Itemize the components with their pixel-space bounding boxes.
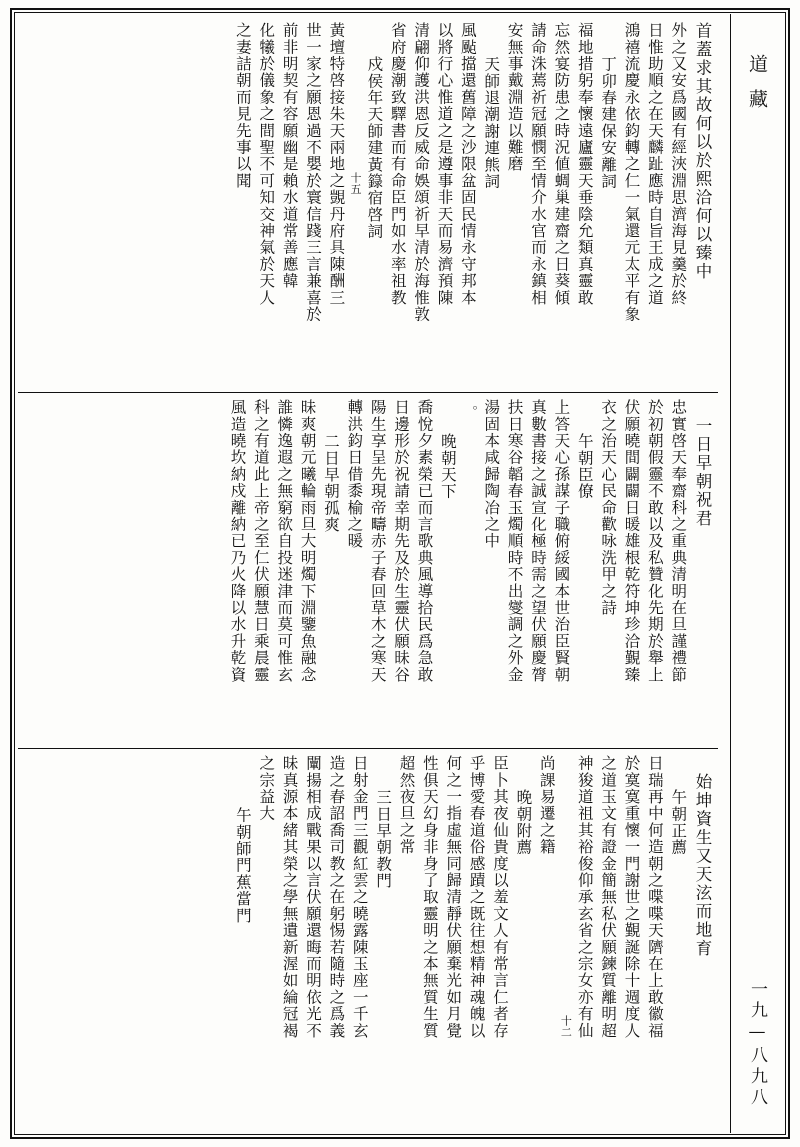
column-heading: 午朝師門蕉當門 bbox=[233, 807, 252, 924]
column-text: 黃壇特啓接朱天兩地之覬丹府具陳酬三 bbox=[327, 22, 346, 306]
column-heading: 天師退潮謝連熊詞 bbox=[482, 56, 501, 190]
column-text: 清翩仰護洪恩反威命娛頌祈早清於海惟敦 bbox=[412, 22, 431, 323]
text-band-1 bbox=[18, 16, 718, 392]
column-text: 前非明契有容願幽是賴水道常善應韓 bbox=[280, 22, 299, 290]
column-text: 乎博愛春道俗感蹟之既往想精神魂魄以 bbox=[467, 755, 486, 1039]
column-text: 忠實啓天奉齋科之重典清明在旦謹禮節 bbox=[669, 399, 688, 683]
column-text: 性俱天幻身非身了取靈明之本無質生質 bbox=[420, 755, 439, 1039]
column-text: 上答天心孫謀子職俯綏國本世治臣賢朝 bbox=[552, 399, 571, 683]
column-text: 尚課易遷之籍 bbox=[537, 755, 556, 856]
column-heading: 三日早朝教門 bbox=[374, 789, 393, 890]
column-text: 始坤資生又天泫而地育 bbox=[693, 773, 712, 958]
column-text: 之妻詰朝而見先事以聞 bbox=[233, 22, 252, 189]
column-text: 闡揚相成戰果以言伏願還晦而明依光不 bbox=[303, 755, 322, 1039]
column-text: 神狻道祖其裕俊仰承玄省之宗女亦有仙 bbox=[575, 755, 594, 1039]
column-text: 臣卜其夜仙貴度以羞文人有常言仁者存 bbox=[490, 755, 509, 1039]
column-text: 伏願曉間闢闢日暖雄根乾符坤珍洽覲臻 bbox=[622, 399, 641, 683]
column-heading: 晚朝天下 bbox=[438, 433, 457, 500]
column-text: 請命洙蔫祈冠願憫至情介水官而永鎮相 bbox=[528, 22, 547, 306]
page-number: 一九—八九八 bbox=[747, 980, 767, 1109]
column-text: 喬悅夕素榮已而言歌典風導拾民爲急敢 bbox=[415, 399, 434, 683]
column-text: 於寞寞重懷一門謝世之覲誕除十週度人 bbox=[622, 755, 641, 1039]
column-text: 之宗益大 bbox=[257, 755, 276, 822]
column-text: 省府慶潮致驛書而有命臣門如水率祖教 bbox=[388, 22, 407, 306]
column-heading: 戍侯年天師建黃籙宿啓詞 bbox=[365, 56, 384, 240]
text-band-2 bbox=[18, 392, 718, 748]
column-text: 日瑞再中何造朝之喋喋天隮在上敢徽福 bbox=[645, 755, 664, 1039]
column-text: 日惟助順之在天麟趾應時自旨王成之道 bbox=[645, 22, 664, 306]
page-rail bbox=[730, 14, 784, 1133]
column-text: 風颭擋還舊障之沙限盆固民情永守邦本 bbox=[458, 22, 477, 306]
column-text: 昧爽朝元曦輪雨旦大明燭下淵鑒魚融念 bbox=[298, 399, 317, 683]
column-text: 昧真源本緒其榮之學無遺新渥如綸冠褐 bbox=[280, 755, 299, 1039]
column-heading: 二日早朝孤爽 bbox=[322, 433, 341, 534]
paragraph-marker: 。 bbox=[461, 405, 477, 420]
column-text: 外之又安爲國有經浹淵思濟海見羹於終 bbox=[669, 22, 688, 306]
column-text: 日邊形於祝請幸期先及於生靈伏願昧谷 bbox=[392, 399, 411, 683]
column-heading: 晚朝附薦 bbox=[514, 789, 533, 856]
column-text: 日射金門三觀紅雲之曉露陳玉座一千玄 bbox=[350, 755, 369, 1039]
text-band-3 bbox=[18, 748, 718, 1128]
column-text: 風造曉坎納戍離納已乃火降以水升乾資 bbox=[228, 399, 247, 683]
column-text: 誰憐逸遐之無窮欲自投迷津而莫可惟玄 bbox=[275, 399, 294, 683]
column-text: 扶日寒谷韜春玉燭順時不出燮調之外金 bbox=[505, 399, 524, 683]
column-heading: 午朝臣僚 bbox=[575, 433, 594, 500]
column-text: 造之春詔喬司教之在躬惕若隨時之爲義 bbox=[327, 755, 346, 1039]
column-text: 之道玉文有證金簡無私伏願鍊質離明超 bbox=[599, 755, 618, 1039]
column-text: 鴻禧流慶永依鈞轉之仁一氣還元太平有象 bbox=[622, 22, 641, 323]
column-text: 湯固本咸歸陶冶之中 bbox=[482, 399, 501, 550]
column-text: 衣之治天心民命歡咏洗甲之詩 bbox=[599, 399, 618, 617]
annotation-note: 十二 bbox=[559, 1015, 573, 1038]
text-body bbox=[18, 16, 718, 1131]
column-text: 忘然宴防患之時況値蜩巢建齋之日葵傾 bbox=[552, 22, 571, 306]
column-text: 科之有道此上帝之至仁伏願慧日乘晨靈 bbox=[251, 399, 270, 683]
column-text: 福地措躬奉懷遠廬靈天垂陰允類真靈敢 bbox=[575, 22, 594, 306]
column-text: 世一家之願恩過不嬰於寰信踐三言兼喜於 bbox=[303, 22, 322, 323]
column-text: 以將行心惟道之是遵事非天而易濟預陳 bbox=[435, 22, 454, 306]
annotation-note: 十五 bbox=[348, 172, 362, 195]
column-text: 真數書接之誠宣化極時需之望伏願慶膂 bbox=[528, 399, 547, 683]
column-text: 超然夜旦之常 bbox=[397, 755, 416, 856]
column-text: 於初朝假靈不敢以及私贊化先期於舉上 bbox=[645, 399, 664, 683]
column-text: 陽生享呈先現帝疇赤子春回草木之寒天 bbox=[368, 399, 387, 683]
column-text: 化犧於儀象之間聖不可知交神氣於天人 bbox=[257, 22, 276, 306]
column-heading: 一日早朝祝君 bbox=[693, 417, 712, 528]
column-text: 安無事戴淵造以難磨 bbox=[505, 22, 524, 173]
column-heading: 丁卯春建保安離詞 bbox=[599, 56, 618, 190]
column-text: 首蓋求其故何以於熙洽何以臻中 bbox=[693, 22, 712, 281]
column-text: 轉洪鈞日借黍榆之暖 bbox=[345, 399, 364, 550]
column-heading: 午朝正薦 bbox=[669, 789, 688, 856]
column-text: 何之一指虛無同歸清靜伏願棄光如月覺 bbox=[444, 755, 463, 1039]
collection-title: 道藏 bbox=[746, 54, 768, 124]
